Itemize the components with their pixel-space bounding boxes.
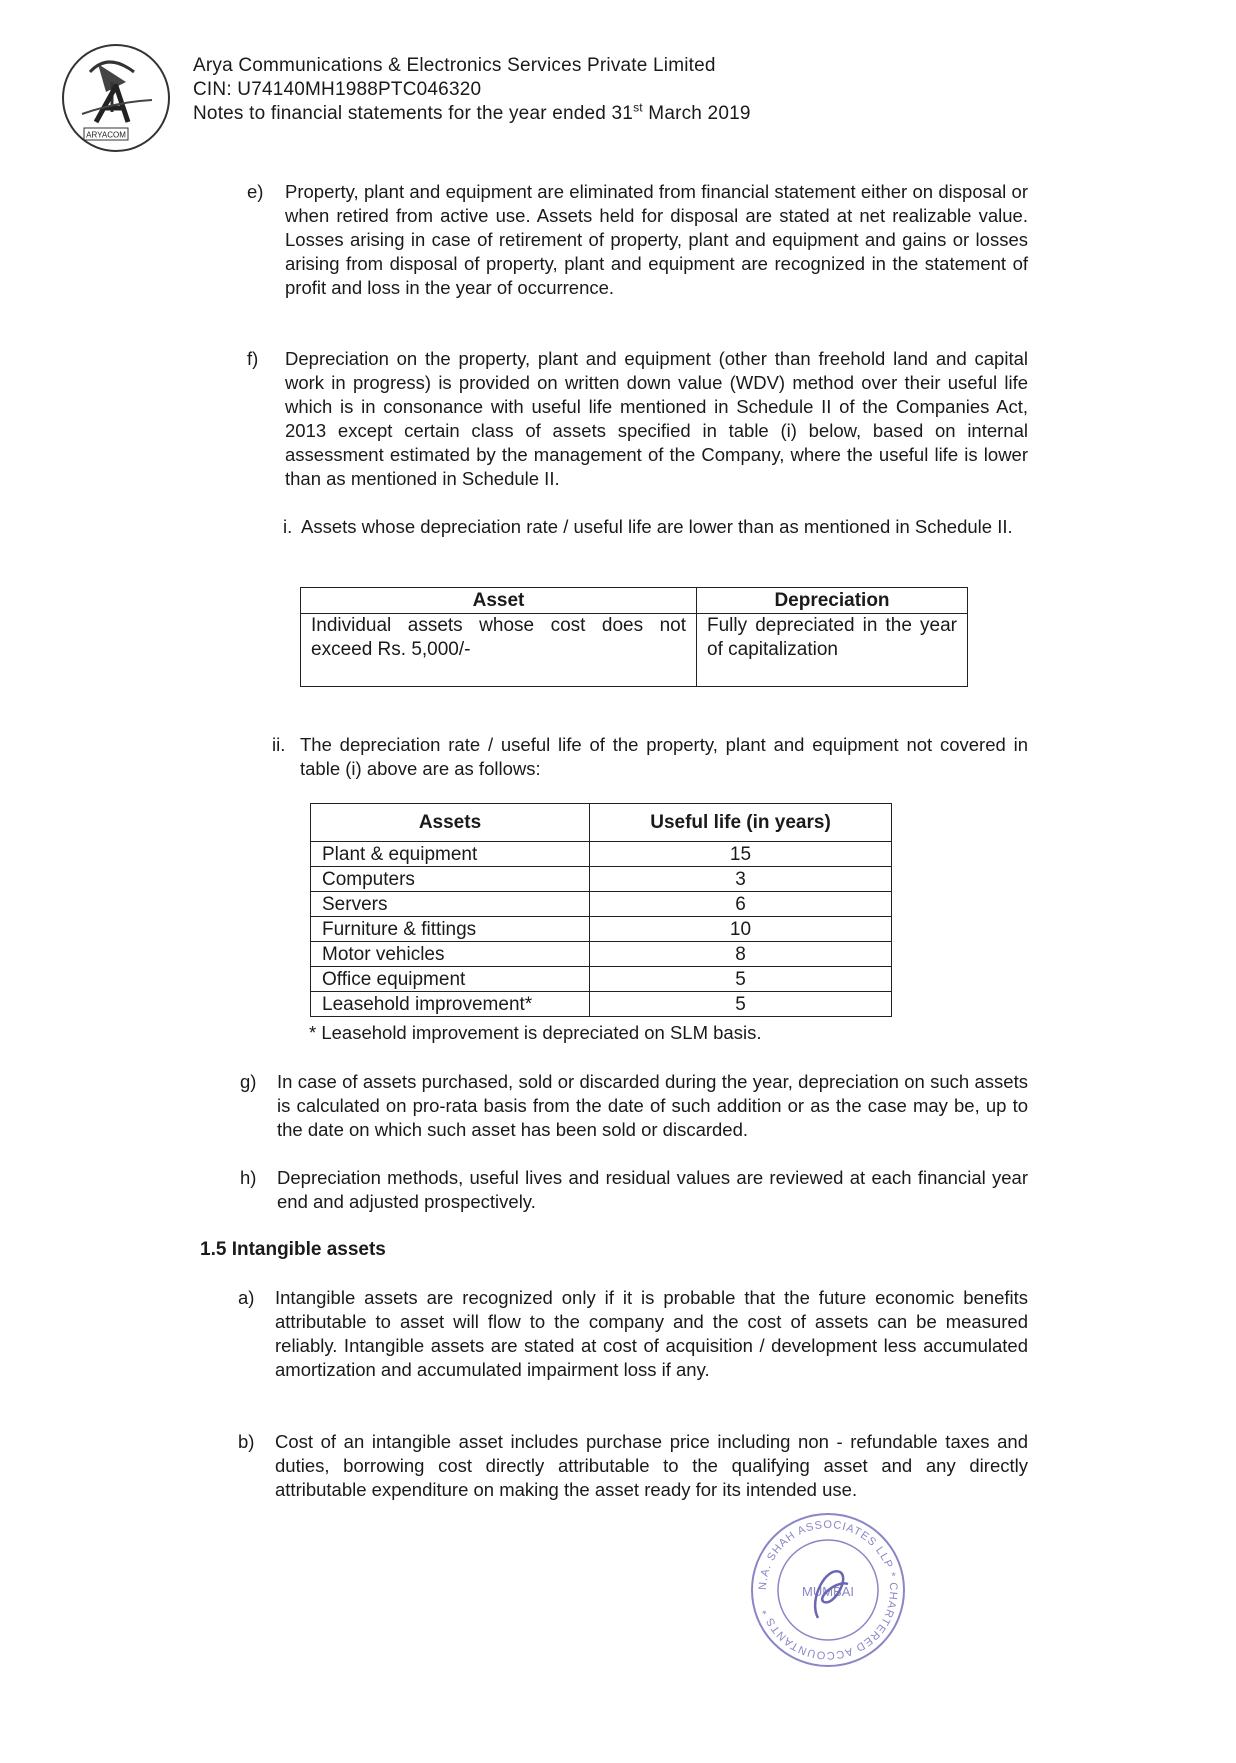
table-cell: Fully depreciated in the year of capitalization <box>697 614 968 687</box>
table-low-useful-life <box>300 587 968 687</box>
table-header-cell: Depreciation <box>697 588 968 614</box>
table-cell: Office equipment <box>311 967 590 992</box>
item-h-label: h) <box>240 1167 257 1188</box>
notes-title-prefix: Notes to financial statements for the year ended 31 <box>193 103 634 124</box>
item-b-text: Cost of an intangible asset includes purchase price including non - refundable taxes and duties, borrowing cost directly attributable to the qualifying asset and any directly attributable expenditure on making the asset ready for its intended use. <box>275 1431 1028 1500</box>
notes-title-suffix: March 2019 <box>642 103 751 124</box>
item-f-label: f) <box>247 348 259 369</box>
section-heading: 1.5 Intangible assets <box>200 1239 386 1260</box>
company-name: Arya Communications & Electronics Services Private Limited <box>193 55 716 76</box>
table-cell: 5 <box>590 992 892 1017</box>
auditor-stamp <box>748 1510 908 1670</box>
table-row <box>311 867 892 892</box>
table-row <box>311 942 892 967</box>
table-row <box>311 842 892 867</box>
item-f-text: Depreciation on the property, plant and equipment (other than freehold land and capital work in progress) is provided on written down value (WDV) method over their useful life which is in consonance with useful life mentioned in Schedule II of the Companies Act, 2013 except certain class of assets specified in table (i) below, based on internal assessment estimated by the management of the Company, where the useful life is lower than as mentioned in Schedule II. <box>285 348 1028 489</box>
item-a-label: a) <box>238 1287 255 1308</box>
notes-title-sup: st <box>633 100 643 115</box>
item-e-text: Property, plant and equipment are eliminated from financial statement either on disposal or when retired from active use. Assets held for disposal are stated at net realizable value. Losses arising in case of retirement of property, plant and equipment and gains or losses arising from disposal of property, plant and equipment are recognized in the statement of profit and loss in the year of occurrence. <box>285 181 1028 298</box>
item-ii-label: ii. <box>272 734 286 755</box>
table-cell: Plant & equipment <box>311 842 590 867</box>
table-row <box>311 917 892 942</box>
svg-text:MUMBAI: MUMBAI <box>802 1584 854 1599</box>
logo-text: ARYACOM <box>86 130 126 140</box>
table-cell: Leasehold improvement* <box>311 992 590 1017</box>
company-cin: CIN: U74140MH1988PTC046320 <box>193 79 482 100</box>
table-footnote: * Leasehold improvement is depreciated on SLM basis. <box>309 1022 762 1043</box>
table-cell: Servers <box>311 892 590 917</box>
table-cell: Computers <box>311 867 590 892</box>
table-cell: 6 <box>590 892 892 917</box>
table-cell: Motor vehicles <box>311 942 590 967</box>
item-h-text: Depreciation methods, useful lives and residual values are reviewed at each financial year end and adjusted prospectively. <box>277 1167 1028 1212</box>
table-header-cell: Asset <box>301 588 697 614</box>
item-i-label: i. <box>283 516 293 537</box>
table-cell: 3 <box>590 867 892 892</box>
notes-title <box>193 102 751 126</box>
item-g-label: g) <box>240 1071 257 1092</box>
item-i-text: Assets whose depreciation rate / useful life are lower than as mentioned in Schedule II. <box>301 516 1013 537</box>
table-header-cell: Useful life (in years) <box>590 804 892 842</box>
item-ii-text: The depreciation rate / useful life of the property, plant and equipment not covered in table (i) above are as follows: <box>300 734 1028 779</box>
table-cell: 15 <box>590 842 892 867</box>
item-g-text: In case of assets purchased, sold or discarded during the year, depreciation on such assets is calculated on pro-rata basis from the date of such addition or as the case may be, up to the date on which such asset has been sold or discarded. <box>277 1071 1028 1140</box>
table-header-row <box>301 588 968 614</box>
table-cell: Individual assets whose cost does not exceed Rs. 5,000/- <box>301 614 697 687</box>
table-cell: Furniture & fittings <box>311 917 590 942</box>
table-header-row <box>311 804 892 842</box>
table-row <box>311 992 892 1017</box>
table-row <box>301 614 968 687</box>
table-cell: 10 <box>590 917 892 942</box>
table-cell: 8 <box>590 942 892 967</box>
document-header <box>193 54 751 126</box>
svg-text:N.A. SHAH ASSOCIATES LLP * CHA: N.A. SHAH ASSOCIATES LLP * CHARTERED ACCOUNTANTS * <box>756 1518 900 1662</box>
item-e-label: e) <box>247 181 264 202</box>
item-b-label: b) <box>238 1431 255 1452</box>
table-row <box>311 892 892 917</box>
table-row <box>311 967 892 992</box>
table-cell: 5 <box>590 967 892 992</box>
item-a-text: Intangible assets are recognized only if it is probable that the future economic benefits attributable to asset will flow to the company and the cost of assets can be measured reliably. Intangible assets are stated at cost of acquisition / development less accumulated amortization and accumulated impairment loss if any. <box>275 1287 1028 1380</box>
company-logo <box>60 42 172 154</box>
table-useful-life <box>310 803 892 1017</box>
table-header-cell: Assets <box>311 804 590 842</box>
